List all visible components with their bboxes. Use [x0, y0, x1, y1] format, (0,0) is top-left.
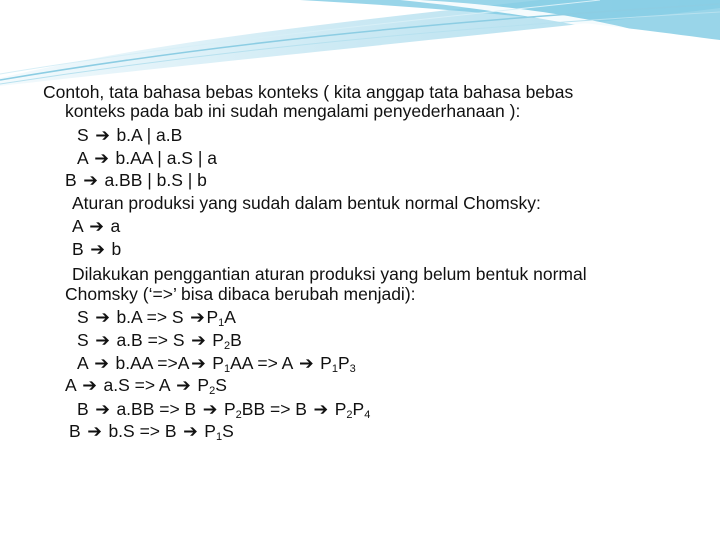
- arrow-right-icon: ➔: [95, 399, 110, 419]
- arrow-right-icon: ➔: [90, 239, 105, 259]
- grammar-rule-b: B ➔ a.BB | b.S | b: [65, 170, 207, 190]
- arrow-right-icon: ➔: [202, 399, 218, 419]
- header-wave-decoration: [0, 0, 720, 90]
- arrow-right-icon: ➔: [83, 170, 98, 190]
- replacement-rule-1: S ➔ b.A => S $➔P_1A$: [77, 307, 236, 329]
- replacement-heading-1: Dilakukan penggantian aturan produksi yang belum bentuk normal: [72, 264, 587, 284]
- grammar-rule-s: S ➔ b.A | a.B: [77, 125, 183, 145]
- replacement-heading-2: Chomsky (‘=>’ bisa dibaca berubah menjadi):: [65, 284, 416, 304]
- arrow-right-icon: ➔: [190, 307, 205, 327]
- arrow-right-icon: ➔: [94, 353, 109, 373]
- arrow-right-icon: ➔: [89, 216, 104, 236]
- cnf-rule-a: A ➔ a: [72, 216, 121, 236]
- arrow-right-icon: ➔: [313, 399, 329, 419]
- replacement-rule-3: A ➔ b.AA =>A➔ $P_1AA => A$ ➔ $P_1P_3$: [77, 353, 356, 375]
- cnf-rule-b: B ➔ b: [72, 239, 122, 259]
- replacement-rule-2: S ➔ a.B => S ➔ $P_2B$: [77, 330, 242, 352]
- arrow-right-icon: ➔: [176, 375, 191, 395]
- arrow-right-icon: ➔: [95, 125, 110, 145]
- replacement-rule-4: A ➔ a.S => A ➔ $P_2S$: [65, 375, 227, 397]
- arrow-right-icon: ➔: [191, 353, 206, 373]
- cnf-heading: Aturan produksi yang sudah dalam bentuk normal Chomsky:: [72, 193, 541, 213]
- arrow-right-icon: ➔: [94, 148, 109, 168]
- arrow-right-icon: ➔: [191, 330, 206, 350]
- intro-line-1: Contoh, tata bahasa bebas konteks ( kita anggap tata bahasa bebas: [43, 82, 574, 102]
- arrow-right-icon: ➔: [95, 330, 110, 350]
- arrow-right-icon: ➔: [95, 307, 110, 327]
- arrow-right-icon: ➔: [82, 375, 97, 395]
- arrow-right-icon: ➔: [298, 353, 314, 373]
- arrow-right-icon: ➔: [183, 421, 198, 441]
- replacement-rule-6: B ➔ b.S => B ➔ $P_1S$: [69, 421, 234, 443]
- grammar-rule-a: A ➔ b.AA | a.S | a: [77, 148, 217, 168]
- replacement-rule-5: B ➔ a.BB => B ➔ $P_2BB => B$ ➔ $P_2P_4$: [77, 399, 371, 421]
- arrow-right-icon: ➔: [87, 421, 102, 441]
- intro-line-2: konteks pada bab ini sudah mengalami penyederhanaan ):: [65, 101, 521, 121]
